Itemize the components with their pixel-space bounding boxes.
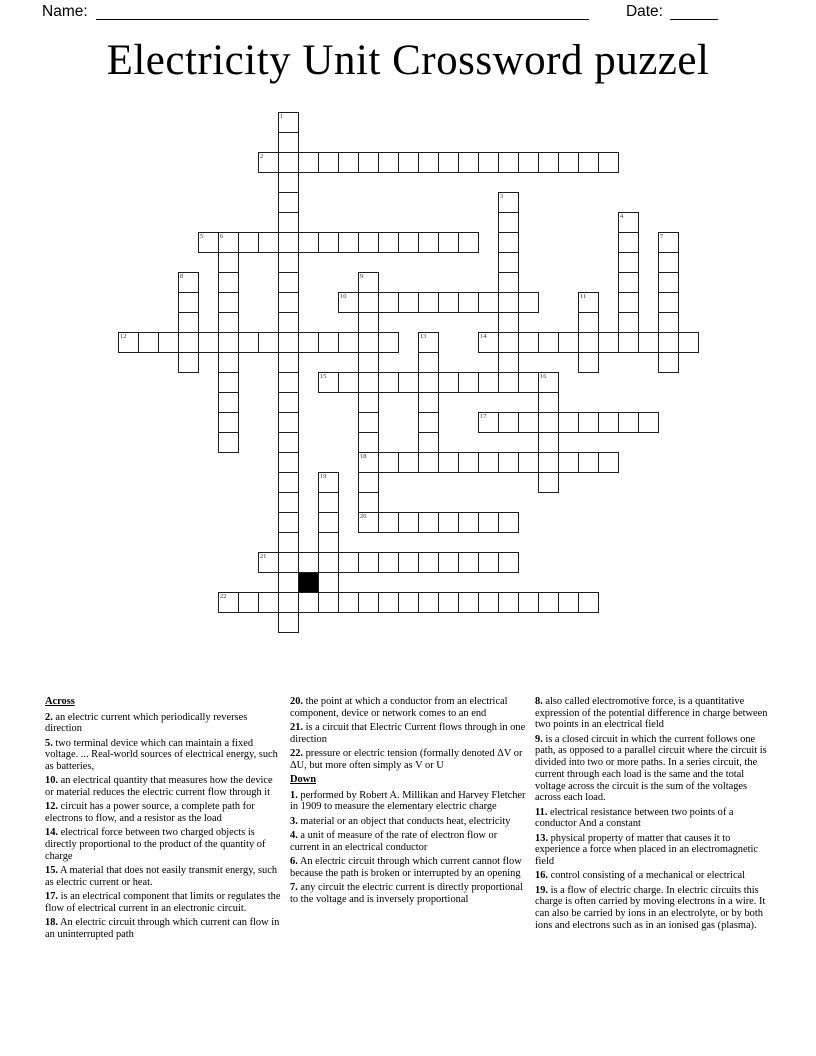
grid-cell[interactable] [558,592,579,613]
grid-cell[interactable] [578,292,599,313]
grid-cell[interactable] [538,592,559,613]
grid-cell[interactable] [178,332,199,353]
cell-number: 6 [220,233,224,240]
cell-number: 14 [480,333,487,340]
grid-cell[interactable] [658,232,679,253]
clue-1: 1. performed by Robert A. Millikan and Harvey Fletcher in 1909 to measure the elementary electric charge [290,789,526,813]
grid-cell[interactable] [278,392,299,413]
grid-cell[interactable] [638,332,659,353]
grid-cell[interactable] [678,332,699,353]
grid-cell[interactable] [478,412,499,433]
grid-cell[interactable] [498,412,519,433]
clue-19: 19. is a flow of electric charge. In electric circuits this charge is often carried by moving electrons in a wire. It can also be carried by ions in an electrolyte, or by both ions and electrons such as in an ionised gas (plasma). [535,884,766,931]
grid-cell[interactable] [278,472,299,493]
clue-number: 9. [535,733,543,745]
grid-cell[interactable] [398,592,419,613]
grid-cell[interactable] [518,332,539,353]
grid-cell[interactable] [658,272,679,293]
grid-cell[interactable] [498,212,519,233]
grid-cell[interactable] [478,552,499,573]
grid-cell[interactable] [638,412,659,433]
clue-17: 17. is an electrical component that limits or regulates the flow of electrical current in an electronic circuit. [45,891,281,914]
cell-number: 1 [280,113,284,120]
clue-number: 12. [45,801,58,813]
grid-cell[interactable] [458,512,479,533]
clue-number: 4. [290,830,298,841]
grid-cell[interactable] [518,592,539,613]
grid-cell[interactable] [278,252,299,273]
cell-number: 15 [320,373,327,380]
grid-cell[interactable] [178,292,199,313]
grid-cell[interactable] [538,372,559,393]
grid-cell[interactable] [178,272,199,293]
clue-column-2 [290,696,528,908]
clue-number: 6. [290,856,298,867]
clues-section [0,696,816,1036]
grid-cell[interactable] [378,592,399,613]
grid-cell[interactable] [418,372,439,393]
grid-cell[interactable] [498,152,519,173]
grid-cell[interactable] [318,492,339,513]
grid-cell[interactable] [398,552,419,573]
grid-cell[interactable] [158,332,179,353]
grid-cell[interactable] [258,332,279,353]
grid-cell[interactable] [278,232,299,253]
grid-cell[interactable] [178,312,199,333]
clue-9: 9. is a closed circuit in which the current follows one path, as opposed to a parallel circuit where the circuit is divided into two or more paths. In a series circuit, the current through each load is the same and the total voltage across the circuit is the sum of the voltages across each load. [535,733,767,804]
cell-number: 20 [360,513,367,520]
down-heading: Down [290,774,316,785]
grid-cell[interactable] [578,152,599,173]
grid-cell[interactable] [578,312,599,333]
grid-cell[interactable] [418,232,439,253]
clue-7: 7. any circuit the electric current is directly proportional to the voltage and is inversely proportional [290,882,523,905]
grid-cell[interactable] [658,332,679,353]
grid-cell[interactable] [278,532,299,553]
grid-cell[interactable] [438,592,459,613]
grid-cell[interactable] [358,512,379,533]
grid-cell[interactable] [398,232,419,253]
grid-cell[interactable] [218,292,239,313]
grid-cell[interactable] [518,412,539,433]
grid-cell[interactable] [458,152,479,173]
grid-cell[interactable] [418,452,439,473]
clue-number: 11. [535,806,548,818]
grid-cell[interactable] [278,112,299,133]
grid-cell[interactable] [258,592,279,613]
clue-number: 7. [290,882,298,893]
grid-cell[interactable] [358,152,379,173]
date-label: Date: [625,3,663,20]
clue-15: 15. A material that does not easily transmit energy, such as electric current or heat. [45,865,278,888]
grid-cell[interactable] [278,452,299,473]
grid-cell[interactable] [298,552,319,573]
clue-10: 10. an electrical quantity that measures how the device or material reduces the electric current flow through it [45,775,273,799]
grid-cell[interactable] [318,512,339,533]
grid-cell[interactable] [478,452,499,473]
grid-cell[interactable] [298,232,319,253]
grid-cell[interactable] [338,372,359,393]
grid-cell[interactable] [278,412,299,433]
grid-cell[interactable] [398,292,419,313]
grid-cell[interactable] [378,512,399,533]
grid-cell[interactable] [358,372,379,393]
grid-cell[interactable] [418,552,439,573]
grid-cell[interactable] [278,512,299,533]
grid-cell[interactable] [218,392,239,413]
grid-cell[interactable] [218,312,239,333]
cell-number: 16 [540,373,547,380]
grid-cell[interactable] [538,472,559,493]
grid-cell[interactable] [558,332,579,353]
grid-cell[interactable] [658,312,679,333]
grid-cell[interactable] [658,292,679,313]
cell-number: 4 [620,213,624,220]
grid-cell[interactable] [218,232,239,253]
grid-cell[interactable] [418,152,439,173]
grid-cell[interactable] [658,352,679,373]
page-title: Electricity Unit Crossword puzzel [106,37,710,84]
clue-11: 11. electrical resistance between two points of a conductor And a constant [535,806,734,830]
grid-cell[interactable] [458,552,479,573]
grid-cell[interactable] [278,152,299,173]
grid-cell[interactable] [618,212,639,233]
cell-number: 3 [500,193,504,200]
grid-cell[interactable] [498,592,519,613]
grid-cell[interactable] [538,432,559,453]
grid-cell[interactable] [338,152,359,173]
grid-cell[interactable] [418,392,439,413]
grid-cell[interactable] [458,292,479,313]
grid-cell[interactable] [218,372,239,393]
grid-cell[interactable] [298,332,319,353]
clue-number: 20. [290,696,303,707]
clue-number: 16. [535,870,548,882]
clue-8: 8. also called electromotive force, is a quantitative expression of the potential difference in charge between two points in an electrical field [535,696,768,731]
grid-cell[interactable] [578,352,599,373]
clue-number: 13. [535,832,548,844]
grid-cell[interactable] [358,432,379,453]
grid-cell[interactable] [598,332,619,353]
clue-20: 20. the point at which a conductor from an electrical component, device or network comes to an end [290,696,508,719]
grid-cell[interactable] [578,452,599,473]
clue-2: 2. an electric current which periodically reverses direction [45,711,248,735]
grid-cell[interactable] [218,412,239,433]
grid-cell[interactable] [458,372,479,393]
grid-cell[interactable] [458,592,479,613]
clue-number: 1. [290,789,298,801]
grid-cell[interactable] [418,432,439,453]
grid-cell[interactable] [218,252,239,273]
clue-column-3 [535,696,773,934]
grid-cell[interactable] [318,472,339,493]
clue-number: 10. [45,775,58,787]
grid-cell[interactable] [478,292,499,313]
grid-cell[interactable] [318,232,339,253]
grid-cell[interactable] [538,392,559,413]
cell-number: 13 [420,333,427,340]
grid-cell[interactable] [438,152,459,173]
grid-cell[interactable] [278,592,299,613]
grid-cell[interactable] [318,152,339,173]
grid-cell[interactable] [518,452,539,473]
grid-cell[interactable] [238,232,259,253]
grid-cell[interactable] [218,272,239,293]
grid-cell[interactable] [378,152,399,173]
grid-cell[interactable] [578,412,599,433]
grid-cell[interactable] [598,452,619,473]
cell-number: 10 [340,293,347,300]
grid-cell[interactable] [358,272,379,293]
clue-16: 16. control consisting of a mechanical or electrical [535,870,746,882]
clue-4: 4. a unit of measure of the rate of electron flow or current in an electrical conductor [290,830,498,853]
grid-cell[interactable] [198,232,219,253]
cell-number: 8 [180,273,184,280]
grid-cell[interactable] [278,612,299,633]
grid-cell[interactable] [398,512,419,533]
grid-cell[interactable] [438,372,459,393]
name-label: Name: [42,3,88,20]
cell-number: 18 [360,453,367,460]
clue-column-1 [45,696,283,943]
grid-cell[interactable] [358,332,379,353]
cell-number: 2 [260,153,264,160]
cell-number: 9 [360,273,364,280]
grid-cell[interactable] [458,452,479,473]
grid-cell[interactable] [418,332,439,353]
grid-cell[interactable] [378,332,399,353]
grid-cell[interactable] [398,152,419,173]
grid-cell[interactable] [398,452,419,473]
clue-5: 5. two terminal device which can maintain a fixed voltage. ... Real-world sources of electrical energy, such as batteries, [45,737,278,773]
grid-cell[interactable] [458,232,479,253]
grid-cell[interactable] [478,372,499,393]
grid-cell[interactable] [318,532,339,553]
grid-cell[interactable] [358,292,379,313]
grid-cell[interactable] [538,152,559,173]
grid-cell[interactable] [578,332,599,353]
grid-cell[interactable] [658,252,679,273]
cell-number: 5 [200,233,204,240]
grid-cell[interactable] [498,292,519,313]
grid-cell[interactable] [618,292,639,313]
grid-cell[interactable] [618,252,639,273]
grid-cell[interactable] [438,552,459,573]
grid-cell[interactable] [498,312,519,333]
grid-cell[interactable] [478,332,499,353]
grid-cell[interactable] [538,412,559,433]
blocked-cell [298,572,319,593]
grid-cell[interactable] [558,152,579,173]
grid-cell[interactable] [378,552,399,573]
grid-cell[interactable] [278,572,299,593]
grid-cell[interactable] [338,332,359,353]
grid-cell[interactable] [278,352,299,373]
grid-cell[interactable] [218,592,239,613]
grid-cell[interactable] [358,412,379,433]
grid-cell[interactable] [538,332,559,353]
grid-cell[interactable] [498,192,519,213]
grid-cell[interactable] [378,232,399,253]
clue-14: 14. electrical force between two charged objects is directly proportional to the product of the quantity of charge [45,827,266,862]
grid-cell[interactable] [578,592,599,613]
grid-cell[interactable] [618,332,639,353]
grid-cell[interactable] [278,552,299,573]
clue-number: 14. [45,827,58,839]
grid-cell[interactable] [358,472,379,493]
grid-cell[interactable] [498,272,519,293]
clue-3: 3. material or an object that conducts heat, electricity [290,815,511,827]
grid-cell[interactable] [218,432,239,453]
grid-cell[interactable] [378,452,399,473]
grid-cell[interactable] [278,332,299,353]
grid-cell[interactable] [318,572,339,593]
grid-cell[interactable] [418,512,439,533]
grid-cell[interactable] [478,512,499,533]
grid-cell[interactable] [258,152,279,173]
grid-cell[interactable] [278,292,299,313]
cell-number: 22 [220,593,227,600]
grid-cell[interactable] [418,412,439,433]
grid-cell[interactable] [278,192,299,213]
grid-cell[interactable] [278,272,299,293]
grid-cell[interactable] [278,212,299,233]
grid-cell[interactable] [438,512,459,533]
grid-cell[interactable] [218,332,239,353]
grid-cell[interactable] [198,332,219,353]
grid-cell[interactable] [358,232,379,253]
grid-cell[interactable] [478,592,499,613]
clue-21: 21. is a circuit that Electric Current flows through in one direction [290,722,526,745]
grid-cell[interactable] [438,292,459,313]
grid-cell[interactable] [278,172,299,193]
grid-cell[interactable] [298,592,319,613]
grid-cell[interactable] [338,552,359,573]
grid-cell[interactable] [498,232,519,253]
grid-cell[interactable] [418,292,439,313]
grid-cell[interactable] [338,232,359,253]
clue-12: 12. circuit has a power source, a complete path for electrons to flow, and a resistor as the load [45,801,255,825]
cell-number: 7 [660,233,664,240]
grid-cell[interactable] [358,352,379,373]
grid-cell[interactable] [618,412,639,433]
grid-cell[interactable] [498,552,519,573]
grid-cell[interactable] [358,452,379,473]
grid-cell[interactable] [318,332,339,353]
grid-cell[interactable] [318,592,339,613]
clue-number: 17. [45,891,58,903]
grid-cell[interactable] [378,292,399,313]
grid-cell[interactable] [418,592,439,613]
grid-cell[interactable] [118,332,139,353]
grid-cell[interactable] [358,492,379,513]
grid-cell[interactable] [238,332,259,353]
grid-cell[interactable] [498,452,519,473]
grid-cell[interactable] [558,412,579,433]
cell-number: 21 [260,553,267,560]
grid-cell[interactable] [498,352,519,373]
cell-number: 17 [480,413,487,420]
grid-cell[interactable] [418,352,439,373]
clue-18: 18. An electric circuit through which current can flow in an uninterrupted path [45,917,280,940]
grid-cell[interactable] [318,552,339,573]
grid-cell[interactable] [518,292,539,313]
grid-cell[interactable] [358,312,379,333]
grid-cell[interactable] [438,232,459,253]
grid-cell[interactable] [598,152,619,173]
grid-cell[interactable] [498,512,519,533]
grid-cell[interactable] [138,332,159,353]
grid-cell[interactable] [318,372,339,393]
cell-number: 12 [120,333,127,340]
grid-cell[interactable] [518,152,539,173]
grid-cell[interactable] [398,372,419,393]
grid-cell[interactable] [518,372,539,393]
grid-cell[interactable] [618,272,639,293]
grid-cell[interactable] [338,592,359,613]
grid-cell[interactable] [598,412,619,433]
grid-cell[interactable] [278,132,299,153]
clue-number: 5. [45,737,53,749]
grid-cell[interactable] [278,312,299,333]
grid-cell[interactable] [618,312,639,333]
grid-cell[interactable] [498,372,519,393]
clue-number: 3. [290,815,298,827]
cell-number: 19 [320,473,327,480]
clue-number: 22. [290,748,303,759]
clue-13: 13. physical property of matter that causes it to experience a force when placed in an electromagnetic field [535,832,758,867]
across-heading: Across [45,696,75,707]
grid-cell[interactable] [338,292,359,313]
grid-cell[interactable] [478,152,499,173]
grid-cell[interactable] [558,452,579,473]
clue-number: 2. [45,711,53,723]
grid-cell[interactable] [358,552,379,573]
grid-cell[interactable] [378,372,399,393]
grid-cell[interactable] [258,232,279,253]
clue-6: 6. An electric circuit through which current cannot flow because the path is broken or interrupted by an opening [290,856,522,879]
grid-cell[interactable] [618,232,639,253]
grid-cell[interactable] [358,592,379,613]
clue-number: 8. [535,696,543,707]
grid-cell[interactable] [298,152,319,173]
grid-cell[interactable] [538,452,559,473]
grid-cell[interactable] [258,552,279,573]
clue-22: 22. pressure or electric tension (formally denoted ΔV or ΔU, but more often simply as V or U [290,748,523,771]
grid-cell[interactable] [498,332,519,353]
grid-cell[interactable] [218,352,239,373]
clue-number: 18. [45,917,58,929]
clue-number: 19. [535,884,548,896]
grid-cell[interactable] [238,592,259,613]
clue-number: 21. [290,722,303,733]
grid-cell[interactable] [438,452,459,473]
grid-cell[interactable] [278,492,299,513]
grid-cell[interactable] [358,392,379,413]
clue-number: 15. [45,865,58,877]
grid-cell[interactable] [278,372,299,393]
grid-cell[interactable] [278,432,299,453]
grid-cell[interactable] [498,252,519,273]
grid-cell[interactable] [178,352,199,373]
cell-number: 11 [580,293,587,300]
